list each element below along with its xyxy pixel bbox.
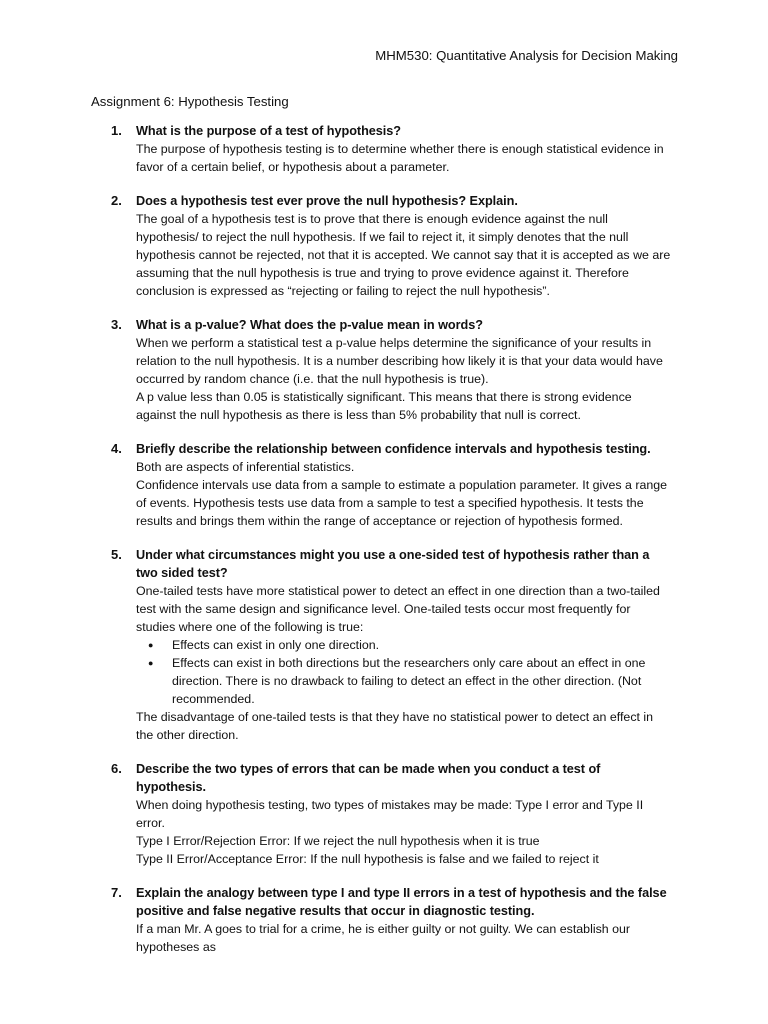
answer-paragraph: The disadvantage of one-tailed tests is that they have no statistical power to detect an effect in the other direction. <box>136 710 654 742</box>
question-text: Describe the two types of errors that can be made when you conduct a test of hypothesis. <box>136 762 601 794</box>
question-number: 2. <box>111 193 122 208</box>
answer-text <box>136 458 672 530</box>
answer-paragraph: When we perform a statistical test a p-value helps determine the significance of your results in relation to the null hypothesis. It is a number describing how likely it is that your data would have occurred by random chance (i.e. that the null hypothesis is true). <box>136 336 663 386</box>
answer-paragraph: A p value less than 0.05 is statistically significant. This means that there is strong evidence against the null hypothesis as there is less than 5% probability that null is correct. <box>136 390 632 422</box>
question-item-2 <box>0 192 768 300</box>
question-item-4 <box>0 440 768 530</box>
document-header: MHM530: Quantitative Analysis for Decision Making <box>375 48 678 63</box>
question-text: Under what circumstances might you use a one-sided test of hypothesis rather than a two sided test? <box>136 548 650 580</box>
question-text: Explain the analogy between type I and type II errors in a test of hypothesis and the false positive and false negative results that occur in diagnostic testing. <box>136 886 667 918</box>
answer-text <box>136 210 672 300</box>
question-number: 3. <box>111 317 122 332</box>
answer-text <box>136 920 672 956</box>
answer-text <box>136 582 672 744</box>
bullet-item: ● Effects can exist in only one direction. <box>136 636 672 654</box>
question-text: Does a hypothesis test ever prove the null hypothesis? Explain. <box>136 194 518 208</box>
question-number: 6. <box>111 761 122 776</box>
answer-paragraph: Type I Error/Rejection Error: If we reject the null hypothesis when it is true <box>136 834 540 848</box>
question-number: 4. <box>111 441 122 456</box>
bullet-list <box>136 636 672 708</box>
question-item-5 <box>0 546 768 744</box>
answer-paragraph: One-tailed tests have more statistical power to detect an effect in one direction than a two-tailed test with the same design and significance level. One-tailed tests occur most frequently for studies where one of the following is true: <box>136 584 660 634</box>
bullet-item: ● Effects can exist in both directions but the researchers only care about an effect in one direction. There is no drawback to failing to detect an effect in the other direction. (Not recommended. <box>136 654 672 708</box>
question-number: 1. <box>111 123 122 138</box>
question-list <box>0 122 768 972</box>
answer-paragraph: Confidence intervals use data from a sample to estimate a population parameter. It gives a range of events. Hypothesis tests use data from a sample to test a specified hypothesis. It tests the results and brings them within the range of acceptance or rejection of hypothesis formed. <box>136 478 668 528</box>
answer-paragraph: Both are aspects of inferential statistics. <box>136 460 355 474</box>
assignment-title: Assignment 6: Hypothesis Testing <box>91 94 289 109</box>
answer-paragraph: Type II Error/Acceptance Error: If the null hypothesis is false and we failed to reject it <box>136 852 599 866</box>
question-text: What is a p-value? What does the p-value mean in words? <box>136 318 483 332</box>
answer-paragraph: The goal of a hypothesis test is to prove that there is enough evidence against the null hypothesis/ to reject the null hypothesis. If we fail to reject it, it simply denotes that the null hypothesis cannot be rejected, not that it is accepted. We cannot say that it is accepted as we are assuming that the null hypothesis is true and trying to prove evidence against it. Therefore conclusion is expressed as “rejecting or failing to reject the null hypothesis”. <box>136 212 671 298</box>
answer-paragraph: If a man Mr. A goes to trial for a crime, he is either guilty or not guilty. We can establish our hypotheses as <box>136 922 631 954</box>
question-text: What is the purpose of a test of hypothesis? <box>136 124 401 138</box>
question-item-3 <box>0 316 768 424</box>
answer-text <box>136 334 672 424</box>
question-item-6 <box>0 760 768 868</box>
answer-text <box>136 140 672 176</box>
answer-paragraph: When doing hypothesis testing, two types of mistakes may be made: Type I error and Type II error. <box>136 798 644 830</box>
answer-paragraph: The purpose of hypothesis testing is to determine whether there is enough statistical evidence in favor of a certain belief, or hypothesis about a parameter. <box>136 142 664 174</box>
question-item-7 <box>0 884 768 956</box>
question-item-1 <box>0 122 768 176</box>
answer-text <box>136 796 672 868</box>
question-number: 5. <box>111 547 122 562</box>
question-text: Briefly describe the relationship between confidence intervals and hypothesis testing. <box>136 442 651 456</box>
question-number: 7. <box>111 885 122 900</box>
